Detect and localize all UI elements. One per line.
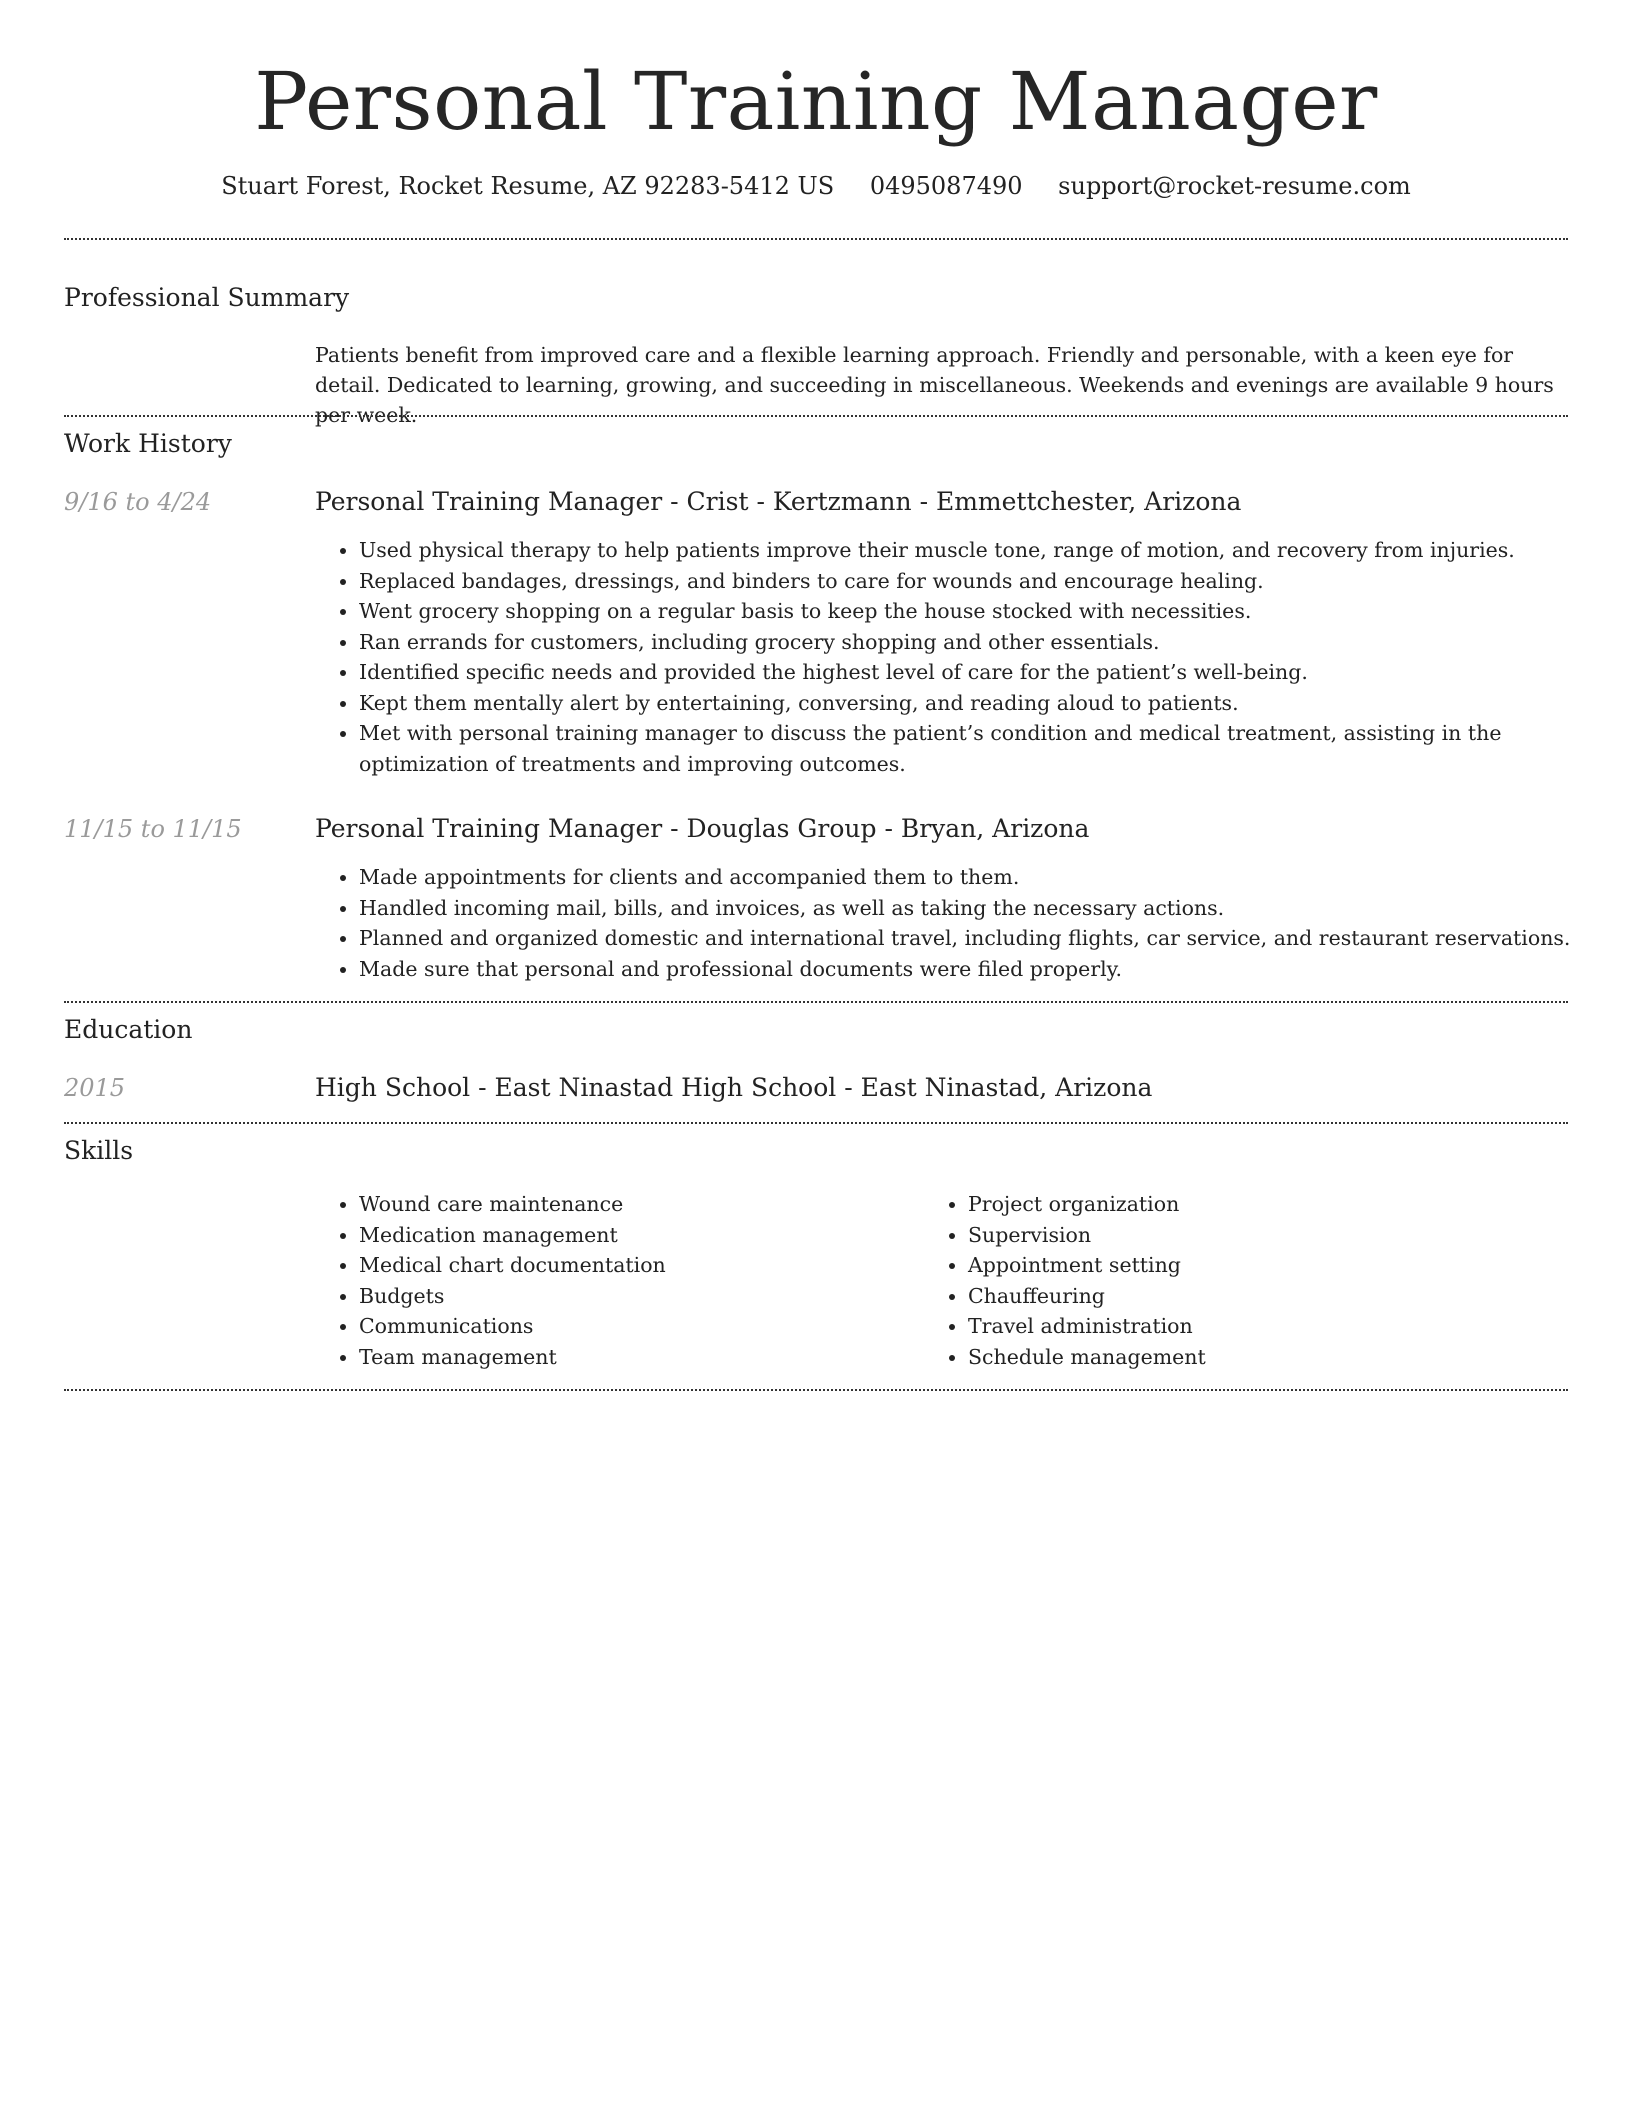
divider <box>64 415 1568 417</box>
resume-name-title: Personal Training Manager <box>254 55 1378 148</box>
job-title: Personal Training Manager - Douglas Group - Bryan, Arizona <box>315 814 1090 843</box>
job-dates: 9/16 to 4/24 <box>64 488 212 516</box>
contact-address: Stuart Forest, Rocket Resume, AZ 92283-5412 US <box>221 172 835 200</box>
list-item: • Medical chart documentation <box>359 1250 919 1281</box>
job-dates: 11/15 to 11/15 <box>64 815 242 843</box>
resume-page <box>64 0 1571 1369</box>
list-item: • Went grocery shopping on a regular basis to keep the house stocked with necessities. <box>359 596 1599 627</box>
list-item: • Identified specific needs and provided the highest level of care for the patient’s well-being. <box>359 657 1599 688</box>
list-item: • Ran errands for customers, including grocery shopping and other essentials. <box>359 627 1599 658</box>
list-item: • Medication management <box>359 1220 919 1251</box>
list-item: • Chauffeuring <box>968 1281 1568 1312</box>
list-item: • Handled incoming mail, bills, and invoices, as well as taking the necessary actions. <box>359 893 1612 924</box>
section-heading-skills: Skills <box>64 1136 134 1165</box>
job-title: Personal Training Manager - Crist - Kertzmann - Emmettchester, Arizona <box>315 487 1242 516</box>
section-heading-work-history: Work History <box>64 429 232 458</box>
job-bullets <box>315 535 1599 779</box>
list-item: • Replaced bandages, dressings, and binders to care for wounds and encourage healing. <box>359 566 1599 597</box>
list-item: • Planned and organized domestic and international travel, including flights, car service, and restaurant reservations. <box>359 923 1612 954</box>
divider <box>64 1122 1568 1124</box>
list-item: • Made appointments for clients and accompanied them to them. <box>359 862 1612 893</box>
list-item: • Budgets <box>359 1281 919 1312</box>
list-item: • Supervision <box>968 1220 1568 1251</box>
list-item: • Communications <box>359 1311 919 1342</box>
list-item: • Wound care maintenance <box>359 1189 919 1220</box>
education-year: 2015 <box>64 1074 126 1102</box>
skills-list-right <box>924 1189 1568 1372</box>
contact-line <box>64 170 1568 202</box>
list-item: • Schedule management <box>968 1342 1568 1373</box>
list-item: • Appointment setting <box>968 1250 1568 1281</box>
contact-email: support@rocket-resume.com <box>1058 172 1411 200</box>
list-item: • Team management <box>359 1342 919 1373</box>
divider <box>64 1001 1568 1003</box>
divider <box>64 1389 1568 1391</box>
contact-phone: 0495087490 <box>869 172 1023 200</box>
section-heading-summary: Professional Summary <box>64 283 350 312</box>
education-entry: High School - East Ninastad High School - East Ninastad, Arizona <box>315 1073 1153 1102</box>
skills-list-left <box>315 1189 919 1372</box>
list-item: • Met with personal training manager to discuss the patient’s condition and medical treatment, assisting in the optimization of treatments and improving outcomes. <box>359 718 1599 779</box>
list-item: • Project organization <box>968 1189 1568 1220</box>
section-heading-education: Education <box>64 1015 193 1044</box>
list-item: • Kept them mentally alert by entertaining, conversing, and reading aloud to patients. <box>359 688 1599 719</box>
list-item: • Used physical therapy to help patients improve their muscle tone, range of motion, and recovery from injuries. <box>359 535 1599 566</box>
job-bullets <box>315 862 1612 984</box>
list-item: • Made sure that personal and professional documents were filed properly. <box>359 954 1612 985</box>
summary-text: Patients benefit from improved care and a flexible learning approach. Friendly and personable, with a keen eye for detail. Dedicated to learning, growing, and succeeding in miscellaneous. Weekends and evenings are available 9 hours per week. <box>315 343 1554 427</box>
list-item: • Travel administration <box>968 1311 1568 1342</box>
divider <box>64 238 1568 240</box>
